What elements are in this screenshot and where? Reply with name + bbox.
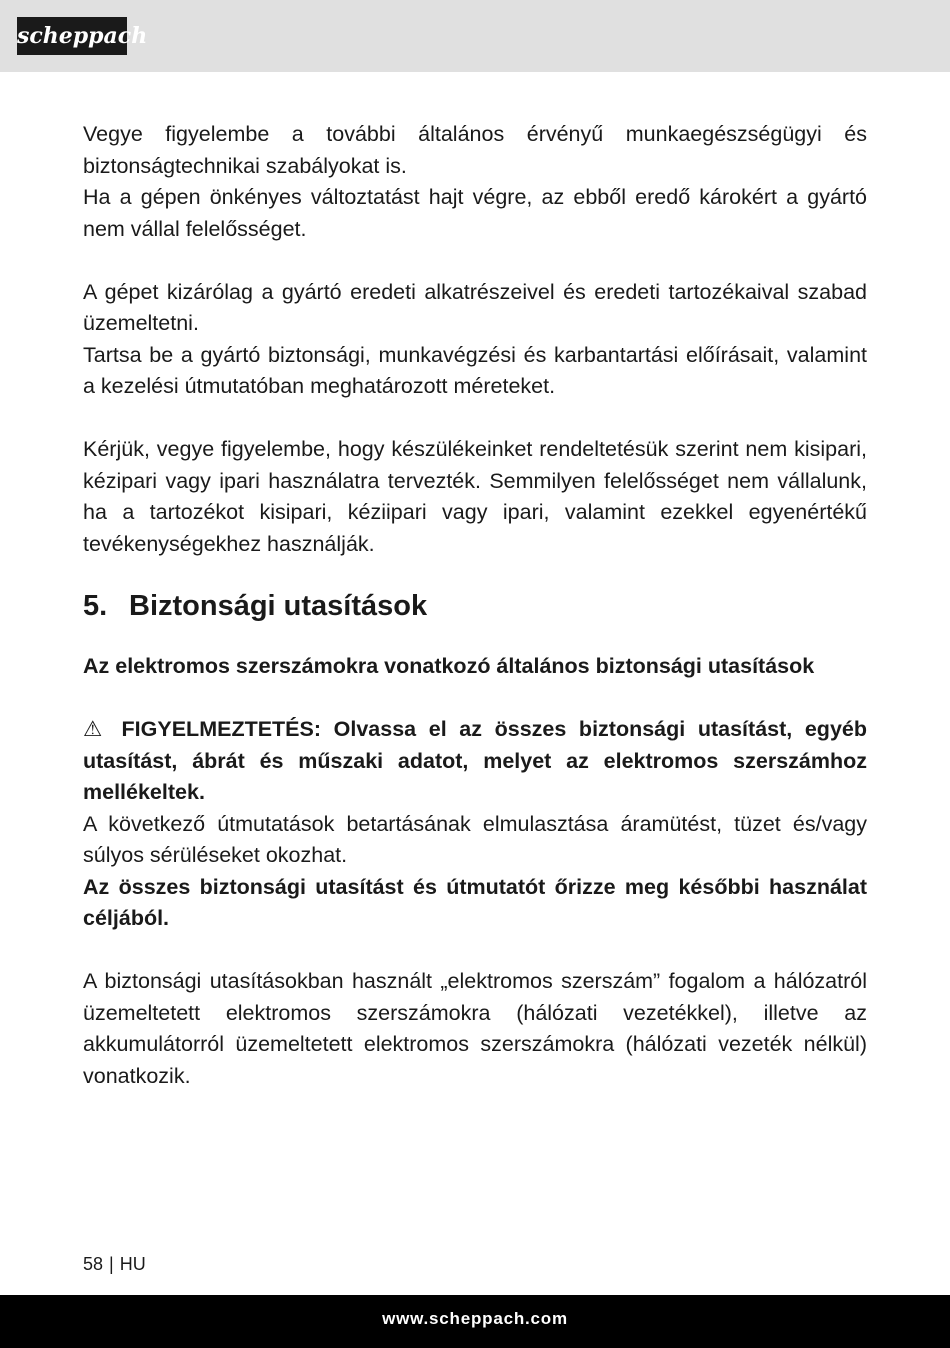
section-heading [83, 588, 867, 624]
language-code: HU [119, 1254, 146, 1274]
paragraph-1: Vegye figyelembe a további általános érvényű munkaegészségügyi és biztonságtechnikai szabályokat is. [83, 122, 867, 178]
paragraph-3: A gépet kizárólag a gyártó eredeti alkatrészeivel és eredeti tartozékaival szabad üzemeltetni. [83, 279, 867, 335]
paragraph-7: Az összes biztonsági utasítást és útmutatót őrizze meg későbbi használat céljából. [83, 874, 867, 930]
scheppach-logo: scheppach [17, 17, 127, 55]
section-title: Biztonsági utasítások [129, 590, 428, 622]
paragraph-8: A biztonsági utasításokban használt „elektromos szerszám” fogalom a hálózatról üzemeltetett elektromos szerszámokra (hálózati vezetékkel), illetve az akkumulátorról üzemeltetett elektromos szerszámokra (hálózati vezeték nélkül) vonatkozik. [83, 969, 867, 1088]
page-number-label [83, 1252, 146, 1276]
paragraph-5: Kérjük, vegye figyelembe, hogy készülékeinket rendeltetésük szerint nem kisipari, kézipari vagy ipari használatra tervezték. Semmilyen felelősséget nem vállalunk, ha a tartozékot kisipari, kéziipari vagy ipari, valamint ezekkel egyenértékű tevékenységekhez használják. [83, 437, 867, 556]
page-separator: | [109, 1254, 114, 1274]
website-url: www.scheppach.com [382, 1309, 568, 1328]
warning-text: FIGYELMEZTETÉS: Olvassa el az összes biztonsági utasítást, egyéb utasítást, ábrát és műszaki adatot, melyet az elektromos szerszámhoz mellékeltek. [83, 717, 867, 804]
section-number: 5. [83, 590, 108, 622]
paragraph-2: Ha a gépen önkényes változtatást hajt végre, az ebből eredő károkért a gyártó nem vállal felelősséget. [83, 185, 867, 241]
subsection-heading: Az elektromos szerszámokra vonatkozó általános biztonsági utasítások [83, 654, 815, 678]
footer-bar [0, 1295, 950, 1348]
paragraph-6: A következő útmutatások betartásának elmulasztása áramütést, tüzet és/vagy súlyos sérüléseket okozhat. [83, 811, 867, 867]
page-number: 58 [83, 1254, 104, 1274]
warning-paragraph [83, 714, 867, 809]
warning-icon: ⚠ [83, 717, 109, 741]
paragraph-4: Tartsa be a gyártó biztonsági, munkavégzési és karbantartási előírásait, valamint a kezelési útmutatóban meghatározott méreteket. [83, 342, 867, 398]
page-content [83, 119, 867, 1092]
header-bar [0, 0, 950, 72]
